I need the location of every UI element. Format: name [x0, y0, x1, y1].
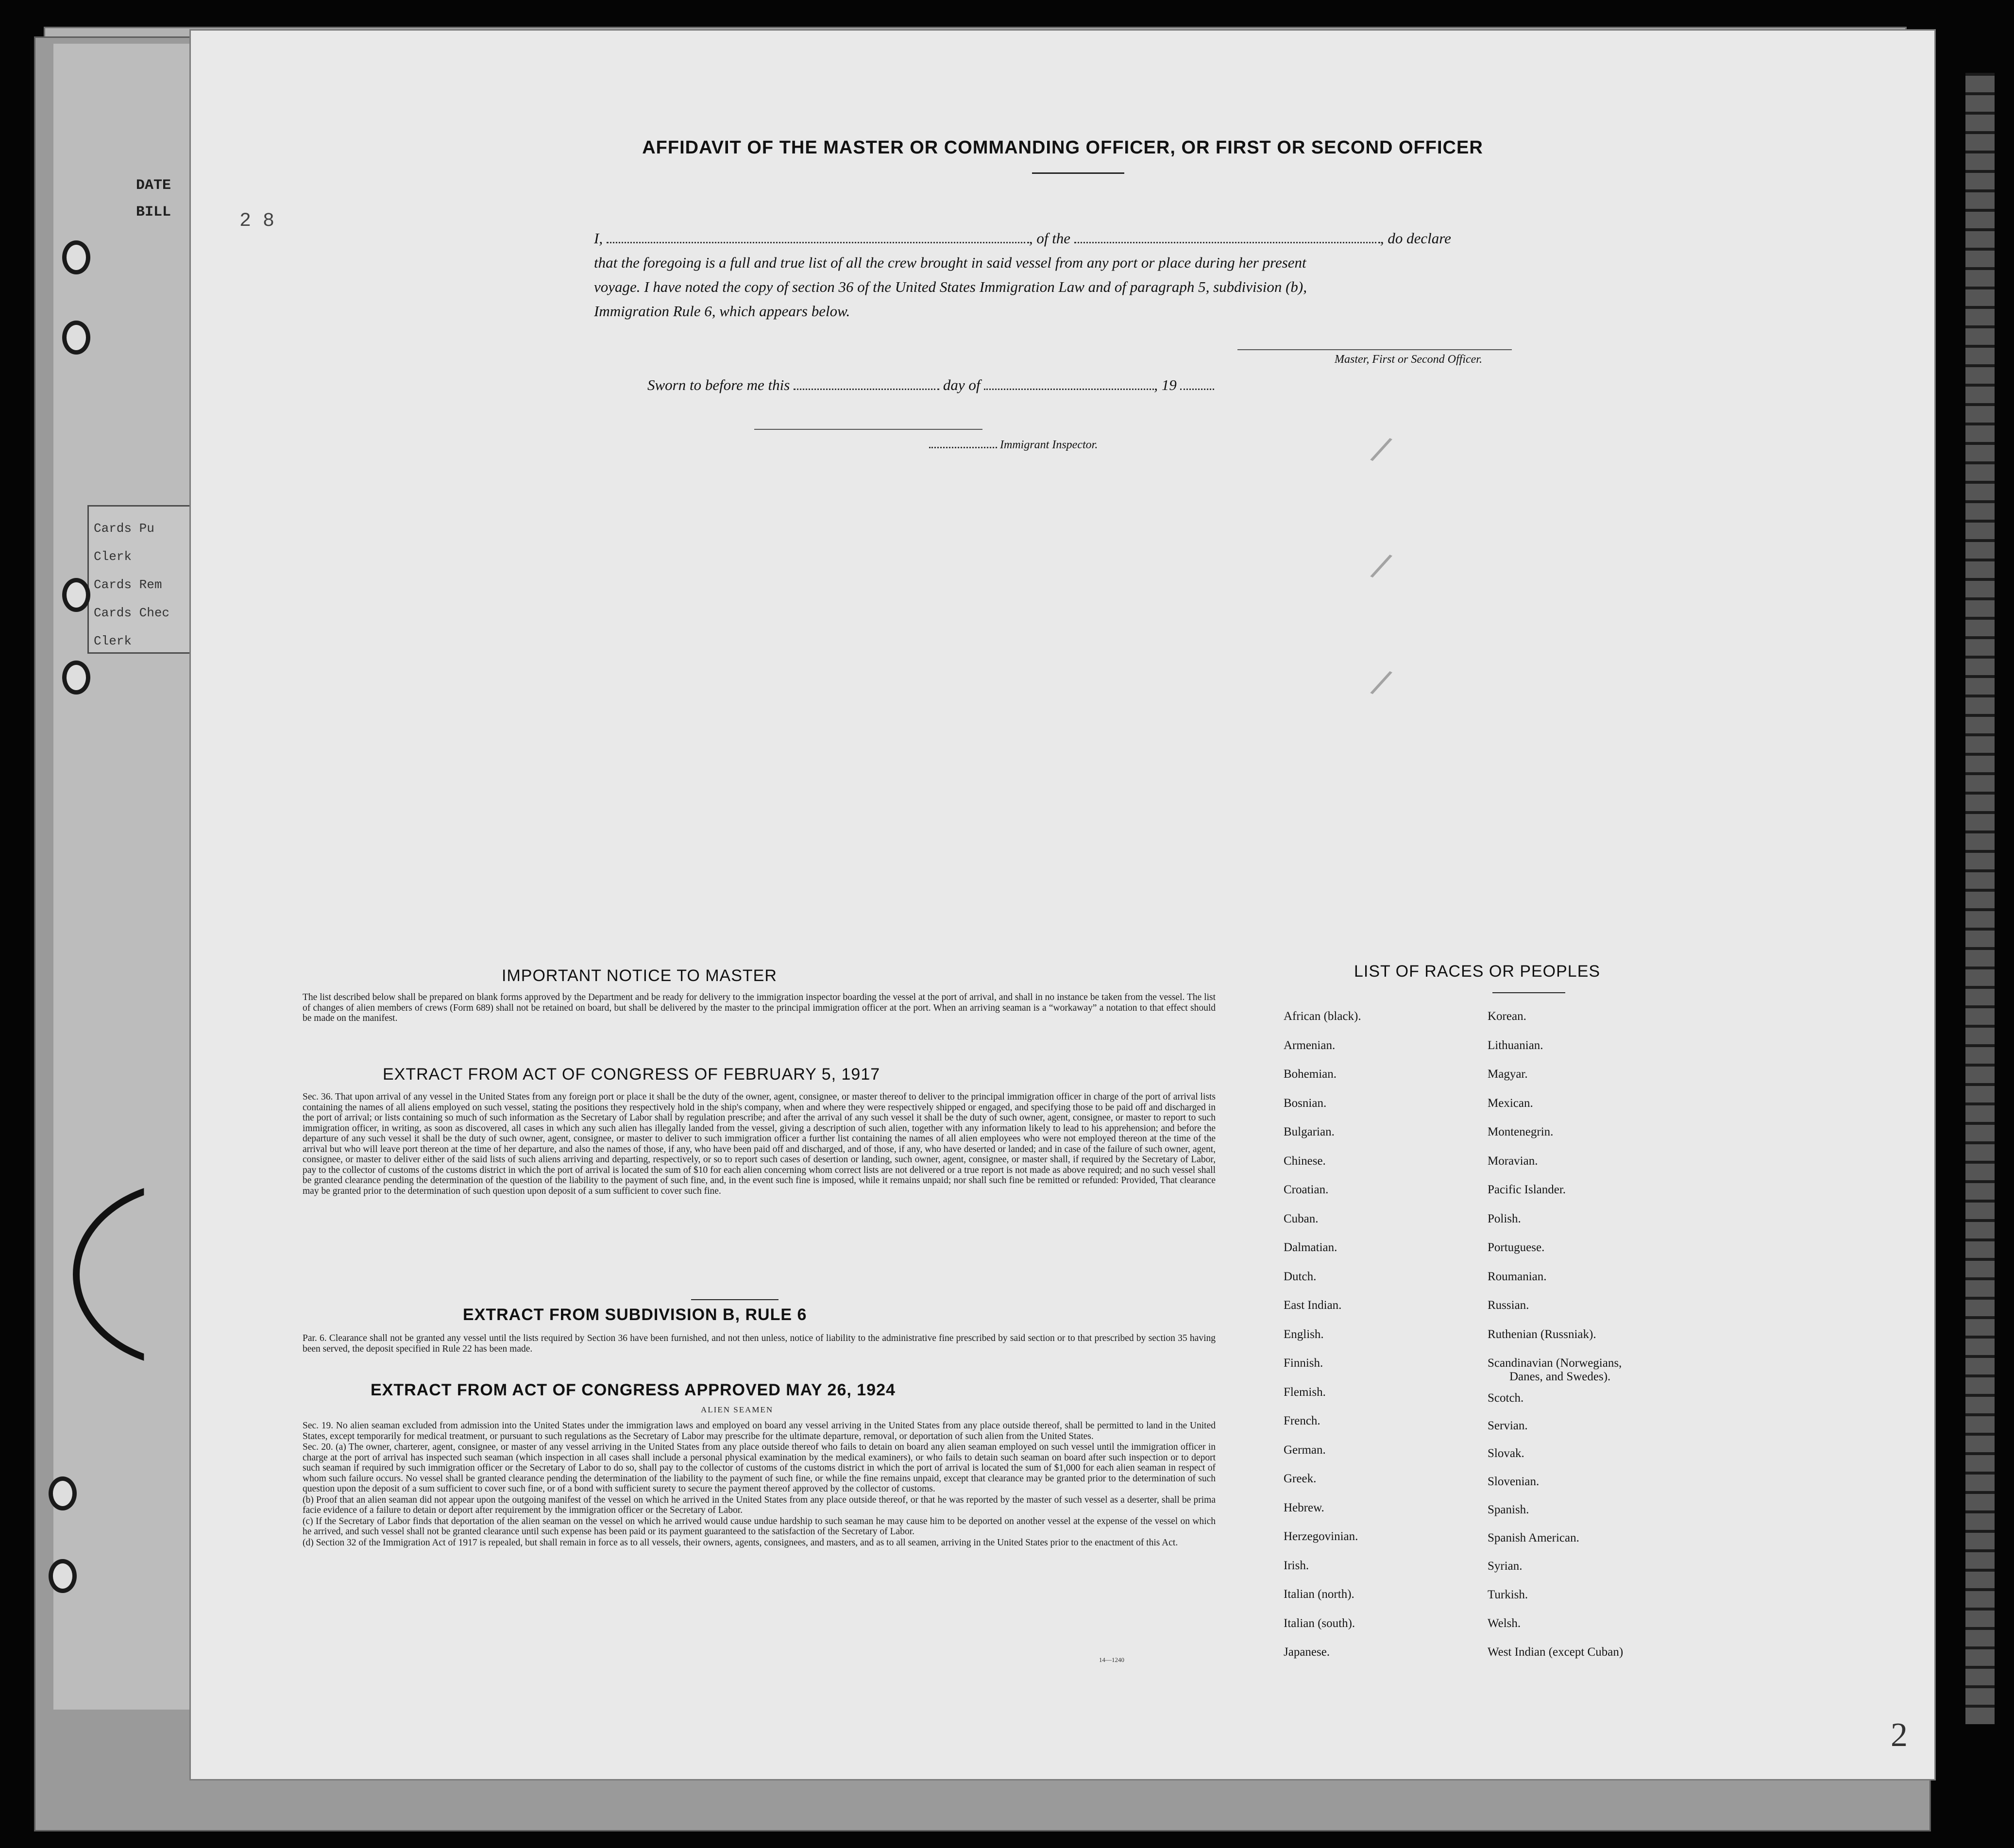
- of-the-label: , of the: [1029, 230, 1071, 247]
- sec-20d-paragraph: (d) Section 32 of the Immigration Act of 1917 is repealed, but shall remain in force as to all vessels, their owners, agents, consignees, and masters, and as to all seamen, arriving in the United States prior to the enactment of this Act.: [303, 1537, 1178, 1548]
- race-item: Russian.: [1488, 1299, 1529, 1312]
- binder-hole: [49, 1559, 77, 1593]
- race-item: Scandinavian (Norwegians,: [1488, 1356, 1622, 1370]
- notice-title: IMPORTANT NOTICE TO MASTER: [502, 966, 777, 985]
- sworn-month-blank[interactable]: [984, 377, 1154, 390]
- binder-hole: [49, 1476, 77, 1510]
- name-blank[interactable]: [607, 230, 1029, 243]
- race-item: Irish.: [1284, 1559, 1309, 1572]
- race-item: Italian (south).: [1284, 1616, 1355, 1630]
- binder-hole: [62, 578, 90, 612]
- extract-rule6-text: [303, 1333, 1216, 1355]
- race-item: Syrian.: [1488, 1560, 1523, 1573]
- binder-hole: [62, 321, 90, 355]
- notice-paragraph: The list described below shall be prepared on blank forms approved by the Department and be ready for delivery to the immigration inspector boarding the vessel at the port of arrival, and shall in no instance be taken from the vessel. The list of changes of alien members of crews (Form 689) shall not be retained on board, but shall be delivered by the master to the principal immigration officer at the port. When an arriving seaman is a “workaway” a notation to that effect should be made on the manifest.: [303, 992, 1216, 1023]
- strip-label-bill: BILL: [136, 204, 171, 220]
- race-item: Armenian.: [1284, 1038, 1336, 1052]
- affidavit-title: AFFIDAVIT OF THE MASTER OR COMMANDING OFFICER, OR FIRST OR SECOND OFFICER: [642, 137, 1483, 158]
- race-item: East Indian.: [1284, 1299, 1342, 1312]
- race-item: Finnish.: [1284, 1356, 1323, 1370]
- extract-1924-text: [303, 1421, 1216, 1548]
- race-item: Polish.: [1488, 1212, 1521, 1225]
- race-item: Greek.: [1284, 1472, 1317, 1485]
- page-edges: [1965, 73, 1995, 1724]
- stamp-line: Cards Pu: [94, 521, 154, 536]
- binder-hole: [62, 240, 90, 274]
- race-item: Slovenian.: [1488, 1475, 1540, 1488]
- sworn-prefix: Sworn to before me this: [647, 376, 790, 393]
- race-item: Dalmatian.: [1284, 1241, 1337, 1254]
- race-item: Hebrew.: [1284, 1501, 1324, 1514]
- extract-1917-paragraph: Sec. 36. That upon arrival of any vessel in the United States from any foreign port or place it shall be the duty of the owner, agent, consignee, or master thereof to deliver to the principal immigration officer in charge of the port of arrival lists containing the names of all aliens employed on such vessel, stating the positions they respectively hold in the ship's company, when and where they were respectively shipped or engaged, and specifying those to be paid off and discharged in the port of arrival; or lists containing so much of such information as the Secretary of Labor shall by regulation prescribe; and after the arrival of any such vessel it shall be the duty of such owner, agent, consignee, or master to report to such immigration officer, in writing, as soon as discovered, all cases in which any such alien has illegally landed from the vessel, giving a description of such alien, together with any information likely to lead to his apprehension; and before the departure of any such vessel it shall be the duty of such owner, agent, consignee, or master to deliver to such immigration officer a further list containing the names of all alien employees who were not employed thereon at the time of the arrival but who will leave port thereon at the time of her departure, and also the names of those, if any, who have been paid off and discharged, and of those, if any, who have deserted or landed; and in case of the failure of such owner, agent, consignee, or master to deliver either of the said lists of such aliens arriving and departing, respectively, or so to report such cases of desertion or landing, such owner, agent, consignee, or master shall, if required by the Secretary of Labor, pay to the collector of customs of the customs district in which the port of arrival is located the sum of $10 for each alien concerning whom correct lists are not delivered or a true report is not made as above required; and no such vessel shall be granted clearance pending the determination of the question of the liability to the payment of such fine, and, in the event such fine is imposed, while it remains unpaid; nor shall such fine be remitted or refunded: Provided, That clearance may be granted prior to the determination of such question upon deposit of a sum sufficient to cover such fine.: [303, 1092, 1216, 1196]
- race-item: Welsh.: [1488, 1617, 1521, 1630]
- inspector-blank[interactable]: [929, 440, 997, 448]
- sworn-day-blank[interactable]: [794, 377, 939, 390]
- race-item: English.: [1284, 1327, 1324, 1341]
- races-rule: [1492, 992, 1565, 993]
- race-item: Bulgarian.: [1284, 1125, 1335, 1138]
- race-item: Spanish.: [1488, 1503, 1529, 1516]
- signature-line[interactable]: [1237, 349, 1512, 350]
- race-item: Montenegrin.: [1488, 1125, 1554, 1138]
- stamp-line: Clerk: [94, 549, 132, 564]
- form-number: 14—1240: [1099, 1656, 1124, 1663]
- corner-mark: 2: [1891, 1716, 1908, 1754]
- title-rule: [1032, 172, 1124, 174]
- race-item: Mexican.: [1488, 1096, 1533, 1110]
- extract-rule6-paragraph: Par. 6. Clearance shall not be granted any vessel until the lists required by Section 36 have been furnished, and not then unless, notice of liability to the administrative fine prescribed by said section or to that prescribed by section 35 having been served, the deposit specified in Rule 22 has been made.: [303, 1333, 1216, 1354]
- extract-1924-subtitle: ALIEN SEAMEN: [701, 1405, 774, 1414]
- race-item: Portuguese.: [1488, 1241, 1545, 1254]
- affidavit-line-3: voyage. I have noted the copy of section 36 of the United States Immigration Law and of paragraph 5, subdivision (b),: [594, 278, 1307, 295]
- race-item: Pacific Islander.: [1488, 1183, 1566, 1196]
- race-item: Servian.: [1488, 1419, 1528, 1432]
- sworn-year: , 19: [1154, 376, 1177, 393]
- inspector-text: Immigrant Inspector.: [1000, 439, 1098, 451]
- race-item: Flemish.: [1284, 1385, 1326, 1399]
- race-item: Bosnian.: [1284, 1096, 1327, 1110]
- affidavit-sheet: [189, 29, 1936, 1780]
- race-item: Roumanian.: [1488, 1270, 1547, 1283]
- notice-text: [303, 992, 1216, 1024]
- stamp-number: 2 8: [239, 210, 275, 232]
- race-item: West Indian (except Cuban): [1488, 1645, 1624, 1659]
- race-item: German.: [1284, 1443, 1326, 1457]
- race-item: Bohemian.: [1284, 1068, 1337, 1081]
- sec-20c-paragraph: (c) If the Secretary of Labor finds that deportation of the alien seaman on the vessel on which he arrived would cause undue hardship to such seaman he may cause him to be deported on another vessel at the expense of the vessel on which he arrived, and such vessel shall not be granted clearance until such expense has been paid or its payment guaranteed to the satisfaction of the Secretary of Labor.: [303, 1516, 1216, 1537]
- inspector-line[interactable]: [754, 429, 982, 430]
- bleed-mark: /: [1368, 661, 1395, 703]
- extract-1924-title: EXTRACT FROM ACT OF CONGRESS APPROVED MAY 26, 1924: [371, 1381, 896, 1399]
- race-item: Lithuanian.: [1488, 1038, 1543, 1052]
- race-item: Cuban.: [1284, 1212, 1319, 1225]
- stamp-line: Clerk: [94, 634, 132, 648]
- strip-label-date: DATE: [136, 177, 171, 194]
- bleed-mark: /: [1368, 544, 1395, 586]
- race-item: French.: [1284, 1414, 1320, 1427]
- race-item: Korean.: [1488, 1010, 1526, 1023]
- section-rule: [691, 1299, 779, 1300]
- race-item: Scotch.: [1488, 1391, 1524, 1405]
- signature-label: Master, First or Second Officer.: [1335, 353, 1482, 366]
- race-item: Ruthenian (Russniak).: [1488, 1327, 1596, 1341]
- sec-20b-paragraph: (b) Proof that an alien seaman did not appear upon the outgoing manifest of the vessel on which he arrived in the United States from any place outside thereof, or that he was reported by the master of such vessel as a deserter, shall be prima facie evidence of a failure to detain or deport after requirement by the immigration officer or the Secretary of Labor.: [303, 1494, 1216, 1515]
- race-item: Spanish American.: [1488, 1531, 1579, 1544]
- vessel-blank[interactable]: [1074, 230, 1380, 243]
- race-item: Slovak.: [1488, 1447, 1524, 1460]
- declare-label: , do declare: [1380, 230, 1451, 247]
- race-item: Dutch.: [1284, 1270, 1317, 1283]
- affidavit-line-4: Immigration Rule 6, which appears below.: [594, 303, 850, 320]
- race-item: Turkish.: [1488, 1588, 1528, 1601]
- sec-19-paragraph: Sec. 19. No alien seaman excluded from admission into the United States under the immigration laws and employed on board any vessel arriving in the United States from any place outside thereof, shall be permitted to land in the United States, except temporarily for medical treatment, or pursuant to such regulations as the Secretary of Labor may prescribe for the ultimate departure, removal, or deportation of such alien from the United States.: [303, 1421, 1216, 1441]
- races-title: LIST OF RACES OR PEOPLES: [1354, 962, 1601, 981]
- race-item: Italian (north).: [1284, 1588, 1354, 1601]
- bleed-mark: /: [1368, 428, 1395, 470]
- extract-rule6-title: EXTRACT FROM SUBDIVISION B, RULE 6: [463, 1305, 807, 1324]
- race-item: Japanese.: [1284, 1645, 1330, 1659]
- race-item-continuation: Danes, and Swedes).: [1509, 1370, 1611, 1383]
- extract-1917-text: [303, 1092, 1216, 1197]
- race-item: Magyar.: [1488, 1068, 1528, 1081]
- race-item: Chinese.: [1284, 1154, 1326, 1168]
- stamp-line: Cards Rem: [94, 577, 162, 592]
- stamp-line: Cards Chec: [94, 606, 170, 620]
- race-item: Croatian.: [1284, 1183, 1329, 1196]
- race-item: Moravian.: [1488, 1154, 1538, 1168]
- affidavit-line-2: that the foregoing is a full and true list of all the crew brought in said vessel from any port or place during her present: [594, 254, 1306, 271]
- sworn-year-blank[interactable]: [1180, 377, 1214, 390]
- i-label: I,: [594, 230, 603, 247]
- race-item: African (black).: [1284, 1010, 1361, 1023]
- race-item: Herzegovinian.: [1284, 1530, 1358, 1543]
- sworn-line: [647, 376, 1214, 394]
- binder-hole: [62, 661, 90, 695]
- sec-20a-paragraph: Sec. 20. (a) The owner, charterer, agent, consignee, or master of any vessel arriving in the United States from any place outside thereof who fails to detain on board any alien seaman employed on such vessel until the immigration officer in charge at the port of arrival has inspected such seaman (which inspection in all cases shall include a personal physical examination by the medical examiners), or who fails to detain such seaman on board after such inspection or to deport such seaman if required by such immigration officer or the Secretary of Labor to do so, shall pay to the collector of customs of the customs district in which the port of arrival is located the sum of $1,000 for each alien seaman in respect of whom such failure occurs. No vessel shall be granted clearance pending the determination of the liability to the payment of such fine, or while the fine remains unpaid, except that clearance may be granted prior to the determination of such question upon the deposit of a sum sufficient to cover such fine, or of a bond with sufficient surety to secure the payment thereof approved by the collector of customs.: [303, 1442, 1216, 1494]
- inspector-label: [929, 439, 1098, 452]
- sworn-day-of: day of: [943, 376, 981, 393]
- affidavit-line-1: [594, 230, 1451, 247]
- extract-1917-title: EXTRACT FROM ACT OF CONGRESS OF FEBRUARY 5, 1917: [383, 1065, 880, 1084]
